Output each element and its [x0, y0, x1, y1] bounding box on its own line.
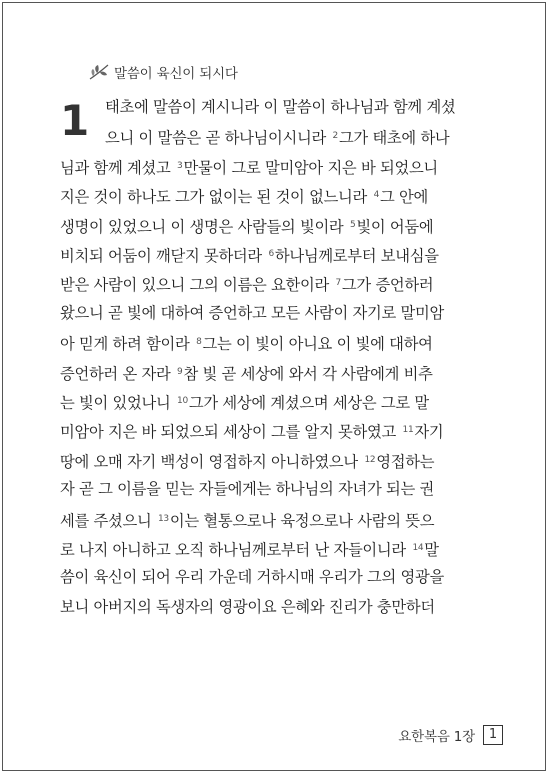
verse-text: 하나님께로부터 보내심을 — [274, 247, 439, 265]
verse-text: 그가 증언하러 — [341, 276, 434, 295]
verse-text: 증언하러 온 자라 — [60, 364, 176, 383]
verse-number: 4 — [373, 190, 379, 201]
verse-line — [60, 419, 500, 441]
verse-number: 3 — [177, 160, 183, 171]
verse-text: 씀이 육신이 되어 우리 가운데 거하시매 우리가 그의 영광을 — [60, 568, 444, 587]
verse-number: 12 — [364, 454, 376, 465]
page-footer — [398, 725, 503, 745]
verse-text: 받은 사람이 있으니 그의 이름은 요한이라 — [60, 276, 334, 295]
verse-line — [60, 302, 500, 324]
verse-line — [105, 125, 500, 147]
verse-text: 왔으니 곧 빛에 대하여 증언하고 모든 사람이 자기로 말미암 — [60, 303, 444, 322]
verse-text: 만물이 그로 말미암아 지은 바 되었으니 — [183, 158, 438, 177]
verse-line — [60, 566, 500, 588]
verse-text: 지은 것이 하나도 그가 없이는 된 것이 없느니라 — [60, 188, 372, 207]
verse-line — [60, 390, 500, 412]
verse-line — [60, 243, 500, 265]
verse-number: 9 — [177, 366, 183, 377]
verse-text: 빛이 어둠에 — [356, 217, 434, 236]
verse-text: 태초에 말씀이 계시니라 이 말씀이 하나님과 함께 계셨 — [105, 98, 456, 116]
verse-text: 그가 세상에 계셨으며 세상은 그로 말 — [188, 394, 429, 412]
verse-text: 보니 아버지의 독생자의 영광이요 은혜와 진리가 충만하더 — [60, 597, 435, 616]
verse-number: 2 — [332, 131, 338, 142]
section-heading — [88, 62, 238, 82]
verse-line — [60, 596, 500, 618]
verse-number: 11 — [402, 425, 414, 436]
verse-line — [60, 537, 500, 559]
verse-text: 는 빛이 있었나니 — [60, 394, 176, 412]
verse-text: 생명이 있었으니 이 생명은 사람들의 빛이라 — [60, 217, 348, 236]
verse-line — [60, 478, 500, 500]
verse-text: 으니 이 말씀은 곧 하나님이시니라 — [105, 129, 331, 148]
verse-number: 13 — [158, 513, 169, 524]
verse-text: 참 빛 곧 세상에 와서 각 사람에게 비추 — [183, 364, 433, 383]
verse-line — [60, 272, 500, 294]
footer-page-number: 1 — [483, 725, 503, 745]
verse-text: 세를 주셨으니 — [60, 511, 156, 530]
verse-text: 자 곧 그 이름을 믿는 자들에게는 하나님의 자녀가 되는 권 — [60, 480, 435, 499]
verse-text: 로 나지 아니하고 오직 하나님께로부터 난 자들이니라 — [60, 541, 411, 559]
verse-text: 말 — [424, 541, 439, 559]
verse-line — [105, 96, 500, 118]
verse-line — [60, 214, 500, 236]
verse-number: 5 — [349, 219, 356, 230]
verse-text: 비치되 어둠이 깨닫지 못하더라 — [60, 247, 267, 265]
verse-text: 영접하는 — [376, 452, 435, 471]
verse-text: 아 믿게 하려 함이라 — [60, 335, 195, 354]
verse-line — [60, 184, 500, 206]
verse-number: 10 — [177, 396, 188, 406]
verse-number: 14 — [412, 543, 424, 553]
verse-text: 님과 함께 계셨고 — [60, 158, 176, 177]
verse-line — [60, 449, 500, 471]
verse-text: 그 안에 — [380, 188, 428, 207]
verse-number: 8 — [196, 337, 202, 348]
verse-number: 7 — [335, 278, 341, 289]
chapter-number: 1 — [60, 96, 90, 145]
verse-text: 자기 — [414, 423, 444, 442]
verse-text: 미암아 지은 바 되었으되 세상이 그를 알지 못하였고 — [60, 423, 401, 442]
verse-line — [60, 508, 500, 530]
section-heading-text: 말씀이 육신이 되시다 — [114, 66, 238, 82]
verse-text: 이는 혈통으로나 육정으로나 사람의 뜻으 — [169, 511, 435, 530]
footer-book-chapter: 요한복음 1장 — [398, 729, 475, 745]
verse-text: 그는 이 빛이 아니요 이 빛에 대하여 — [202, 335, 433, 354]
verse-line — [60, 331, 500, 353]
verse-line — [60, 361, 500, 383]
leaf-sprig-icon — [88, 63, 110, 81]
verse-text: 땅에 오매 자기 백성이 영접하지 아니하였으나 — [60, 452, 363, 471]
verse-text: 그가 태초에 하나 — [338, 129, 450, 148]
verse-line — [60, 155, 500, 177]
verse-number: 6 — [268, 249, 274, 259]
